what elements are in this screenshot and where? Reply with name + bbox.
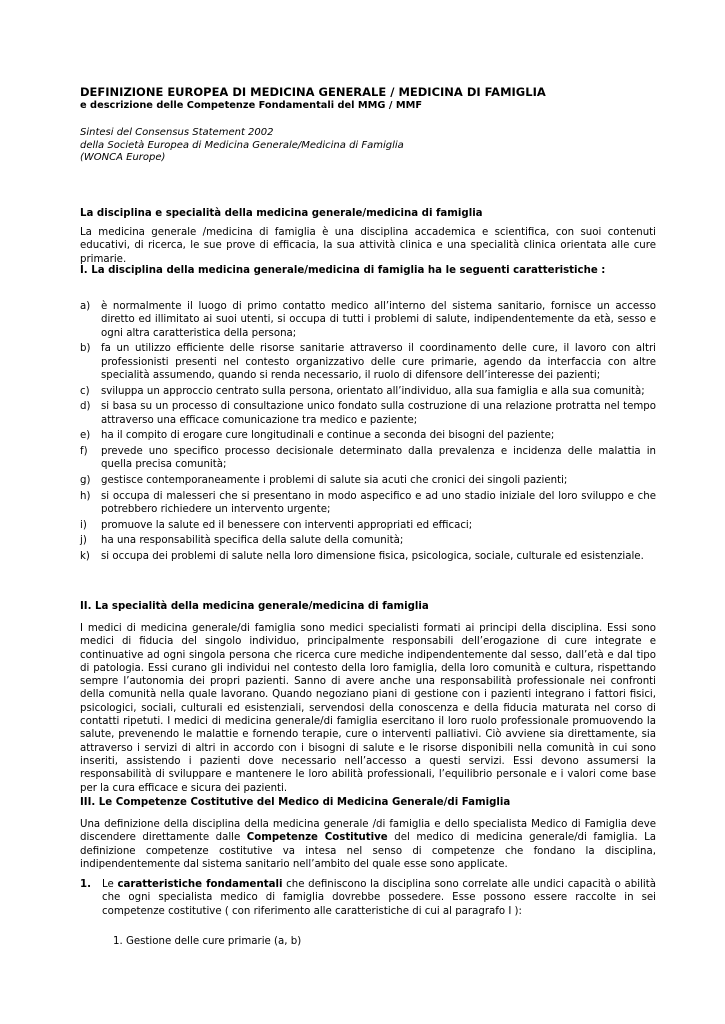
numbered-point-text [102,878,656,918]
section-3-heading: III. Le Competenze Costitutive del Medico di Medicina Generale/di Famiglia [80,797,511,808]
list-item [80,474,656,487]
list-item [80,534,656,547]
point-1-bold: caratteristiche fondamentali [117,879,283,890]
list-item-text: sviluppa un approccio centrato sulla persona, orientato all’individuo, alla sua famiglia e alla sua comunità; [101,385,645,397]
list-item [80,519,656,532]
list-item-text: è normalmente il luogo di primo contatto medico all’interno del sistema sanitario, fornisce un accesso diretto ed illimitato ai suoi utenti, si occupa di tutti i problemi di salute, indipendentemente da età, sesso e ogni altra caratteristica della persona; [101,301,656,339]
list-item [80,429,656,442]
list-item [80,342,656,382]
section-3-paragraph [80,818,656,871]
list-item [80,300,656,340]
consensus-note [80,127,660,165]
numbered-point-1 [80,878,656,918]
list-item-text: fa un utilizzo efficiente delle risorse sanitarie attraverso il coordinamento delle cure, il lavoro con altri professionisti presenti nel contesto organizzativo delle cure primarie, agendo da interfaccia con altre specialità assumendo, quando si renda necessario, il ruolo di difensore dell’interesse dei pazienti; [101,343,656,381]
list-marker: g) [80,474,91,486]
section-2-paragraph: I medici di medicina generale/di famiglia sono medici specialisti formati ai principi della disciplina. Essi sono medici di fiducia del singolo individuo, principalmente responsabili dell’erogazione di cure integrate e continuative ad ogni singola persona che ricerca cure mediche indipendentemente dal sesso, dall’età e dal tipo di patologia. Essi curano gli individui nel contesto della loro famiglia, della loro comunità e cultura, rispettando sempre l’autonomia dei propri pazienti. Sanno di avere anche una responsabilità professionale nei confronti della comunità nella quale lavorano. Quando negoziano piani di gestione con i pazienti integrano i fattori fisici, psicologici, sociali, culturali ed esistenziali, servendosi della conoscenza e della fiducia maturata nel corso di contatti ripetuti. I medici di medicina generale/di famiglia esercitano il loro ruolo professionale promuovendo la salute, prevenendo le malattie e fornendo terapie, cure o interventi palliativi. Ciò avviene sia direttamente, sia attraverso i servizi di altri in accordo con i bisogni di salute e le risorse disponibili nella comunità in cui sono inseriti, assistendo i pazienti dove necessario nell’accesso a questi servizi. Essi devono assumersi la responsabilità di sviluppare e mantenere le loro abilità professionali, l’equilibrio personale e i valori come base per la cura efficace e sicura dei pazienti. [80,623,656,794]
list-item-text: prevede uno specifico processo decisionale determinato dalla prevalenza e incidenza delle malattia in quella precisa comunità; [101,445,656,471]
section-3-text-after: del medico di medicina generale/di famiglia. La definizione competenze costitutive va intesa nel senso di competenze che fondano la disciplina, indipendentemente dal sistema sanitario nell’ambito del quale esse sono applicate. [80,832,656,870]
list-marker: k) [80,550,90,562]
list-marker: h) [80,490,91,502]
list-item-text: si occupa dei problemi di salute nella loro dimensione fisica, psicologica, sociale, culturale ed esistenziale. [101,550,644,562]
intro-paragraph: La medicina generale /medicina di famiglia è una disciplina accademica e scientifica, con suoi contenuti educativi, di ricerca, le sue prove di efficacia, la sua attività clinica e una specialità clinica orientata alle cure primarie. [80,227,656,265]
section-3-text-before: Una definizione della disciplina della medicina generale /di famiglia e dello specialista Medico di Famiglia deve discendere direttamente dalle [80,819,656,844]
consensus-line-1: Sintesi del Consensus Statement 2002 [80,127,274,138]
list-item-text: gestisce contemporaneamente i problemi di salute sia acuti che cronici dei singoli pazienti; [101,474,568,486]
list-item [80,550,656,563]
list-item [80,385,656,398]
document-title: DEFINIZIONE EUROPEA DI MEDICINA GENERALE / MEDICINA DI FAMIGLIA [80,85,546,99]
list-marker: d) [80,401,91,413]
list-marker: i) [80,519,87,531]
list-item-text: si occupa di malesseri che si presentano in modo aspecifico e ad uno stadio iniziale del loro sviluppo e che potrebbero richiedere un intervento urgente; [101,490,656,515]
list-item [80,400,656,427]
list-marker: a) [80,301,91,312]
numbered-marker: 1. [80,879,91,890]
sub-item-1: 1. Gestione delle cure primarie (a, b) [113,936,302,947]
list-item-text: ha una responsabilità specifica della salute della comunità; [101,535,404,547]
list-marker: c) [80,385,90,397]
section-2-heading: II. La specialità della medicina generale/medicina di famiglia [80,601,429,612]
list-item-text: si basa su un processo di consultazione unico fondato sulla costruzione di una relazione protratta nel tempo attraverso una efficace comunicazione tra medico e paziente; [101,401,656,426]
point-1-before: Le [102,879,118,890]
list-marker: j) [80,535,87,547]
list-item-text: ha il compito di erogare cure longitudinali e continue a seconda dei bisogni del paziente; [101,430,555,442]
intro-heading: La disciplina e specialità della medicina generale/medicina di famiglia [80,208,483,219]
characteristics-list [80,300,656,566]
document-subtitle: e descrizione delle Competenze Fondamentali del MMG / MMF [80,100,423,111]
list-marker: b) [80,343,91,355]
consensus-line-2: della Società Europea di Medicina Generale/Medicina di Famiglia [80,139,404,151]
list-item [80,445,656,472]
list-marker: e) [80,430,91,442]
section-3-text-bold: Competenze Costitutive [246,832,388,844]
point-1-after: che definiscono la disciplina sono correlate alle undici capacità o abilità che ogni specialista medico di famiglia dovrebbe possedere. Esse possono essere raccolte in sei competenze costitutive ( con riferimento alle caratteristiche di cui al paragrafo I ): [102,879,656,917]
list-item-text: promuove la salute ed il benessere con interventi appropriati ed efficaci; [101,519,473,531]
list-marker: f) [80,445,88,457]
consensus-line-3: (WONCA Europe) [80,152,166,163]
section-1-heading: I. La disciplina della medicina generale/medicina di famiglia ha le seguenti caratteristiche : [80,265,606,276]
list-item [80,490,656,517]
